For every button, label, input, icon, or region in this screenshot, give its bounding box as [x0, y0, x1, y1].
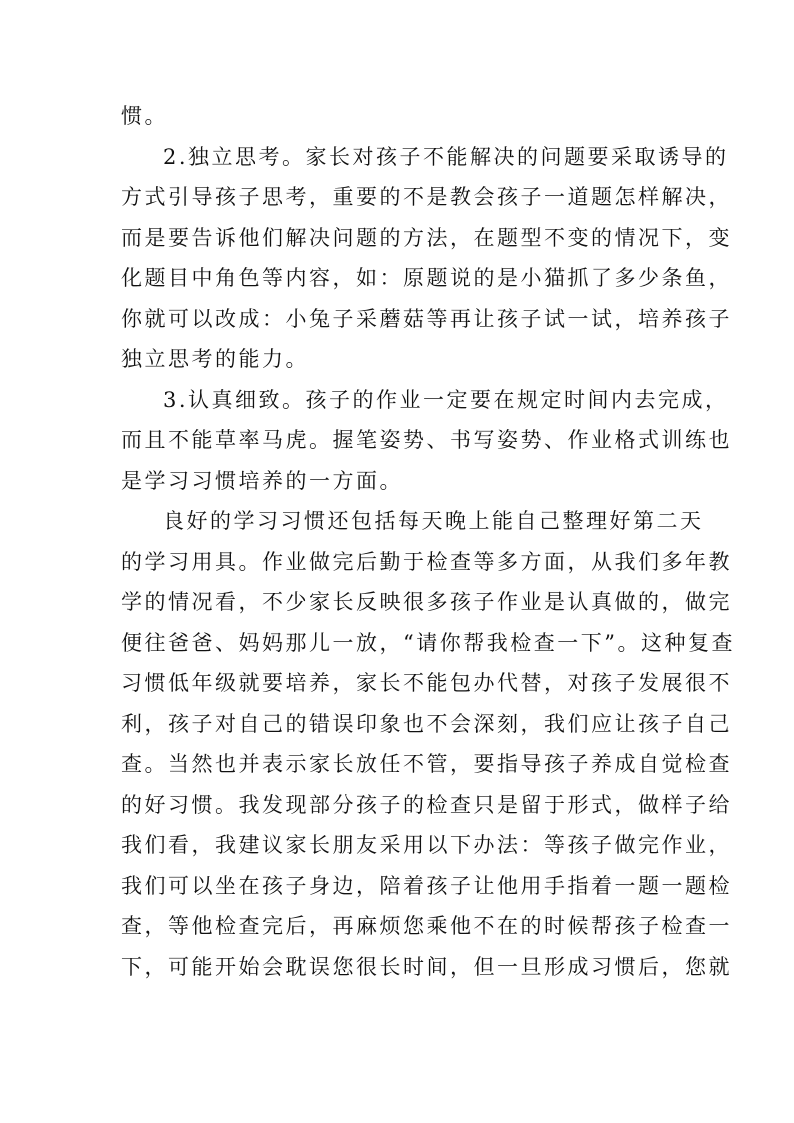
text-line: 3.认真细致。孩子的作业一定要在规定时间内去完成， [163, 387, 729, 412]
text-line: 而是要告诉他们解决问题的方法，在题型不变的情况下，变 [121, 225, 732, 250]
text-line: 利，孩子对自己的错误印象也不会深刻，我们应让孩子自己 [121, 711, 732, 736]
text-line: 而且不能草率马虎。握笔姿势、书写姿势、作业格式训练也 [121, 428, 732, 452]
text-line: 习惯低年级就要培养，家长不能包办代替，对孩子发展很不 [121, 671, 732, 695]
text-line: 良好的学习习惯还包括每天晚上能自己整理好第二天 [163, 509, 704, 533]
body-text [121, 96, 735, 987]
text-line: 查。当然也并表示家长放任不管，要指导孩子养成自觉检查 [121, 752, 732, 776]
text-line: 惯。 [121, 104, 168, 128]
text-line: 2.独立思考。家长对孩子不能解决的问题要采取诱导的 [163, 144, 729, 169]
text-line: 学的情况看，不少家长反映很多孩子作业是认真做的，做完 [121, 590, 732, 614]
text-line: 你就可以改成：小兔子采蘑菇等再让孩子试一试，培养孩子 [121, 306, 732, 331]
text-line: 的学习用具。作业做完后勤于检查等多方面，从我们多年教 [121, 549, 732, 574]
text-line: 化题目中角色等内容，如：原题说的是小猫抓了多少条鱼， [121, 266, 732, 290]
text-line: 查，等他检查完后，再麻烦您乘他不在的时候帮孩子检查一 [121, 914, 732, 938]
text-line: 我们看，我建议家长朋友采用以下办法：等孩子做完作业， [121, 833, 732, 857]
text-line: 的好习惯。我发现部分孩子的检查只是留于形式，做样子给 [121, 792, 732, 817]
text-line: 我们可以坐在孩子身边，陪着孩子让他用手指着一题一题检 [121, 873, 732, 898]
text-line: 独立思考的能力。 [121, 347, 309, 371]
text-line: 便往爸爸、妈妈那儿一放，“请你帮我检查一下”。这种复查 [121, 630, 735, 655]
text-line: 方式引导孩子思考，重要的不是教会孩子一道题怎样解决， [121, 185, 732, 209]
text-line: 下，可能开始会耽误您很长时间，但一旦形成习惯后，您就 [121, 954, 732, 979]
text-line: 是学习习惯培养的一方面。 [121, 468, 403, 493]
